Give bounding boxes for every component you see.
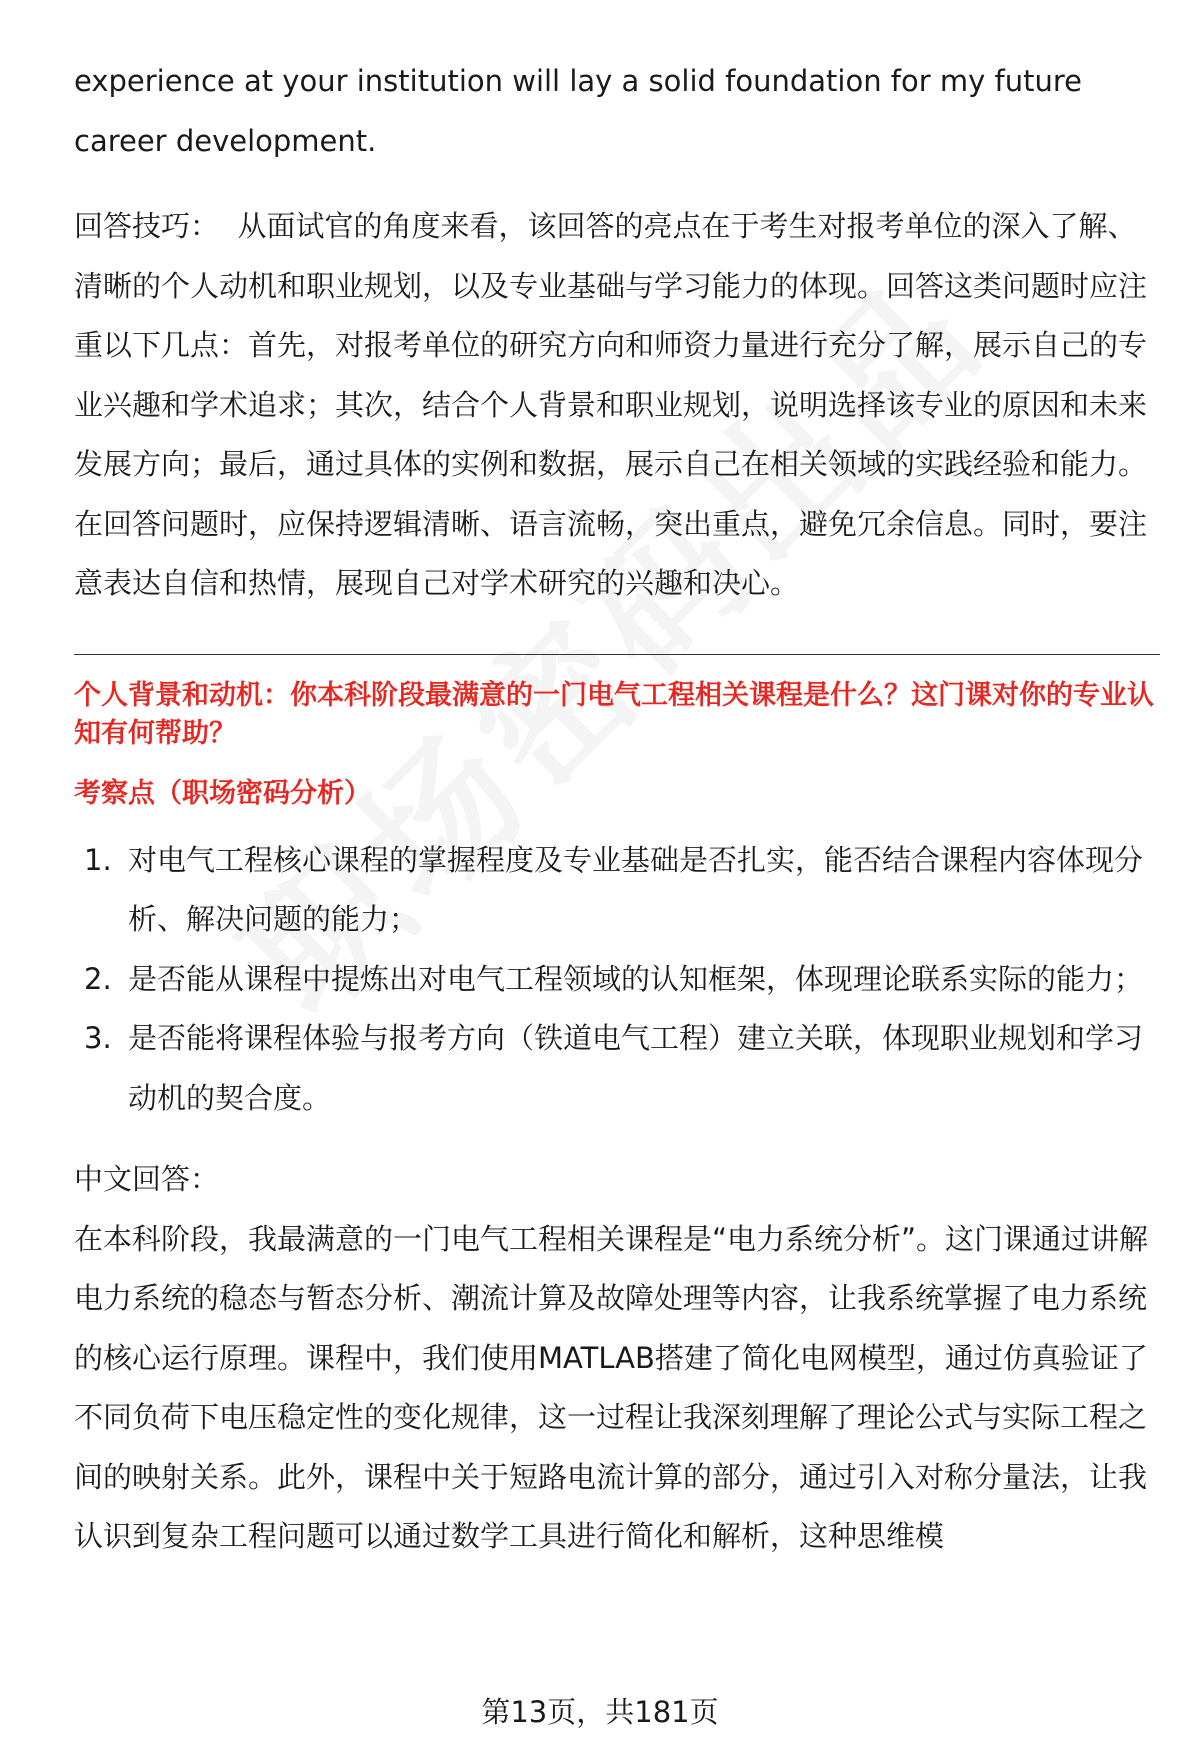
question-title: 个人背景和动机：你本科阶段最满意的一门电气工程相关课程是什么？这门课对你的专业认知有何帮助？ [74,679,1154,749]
tips-label: 回答技巧： [74,209,220,243]
list-item-number: 2. [84,961,112,996]
tips-paragraph [74,197,1160,614]
focus-points-list [74,831,1160,1129]
list-item [74,950,1160,1010]
section-divider [74,654,1160,655]
answer-label: 中文回答： [74,1162,220,1196]
list-item [74,1009,1160,1128]
intro-paragraph: experience at your institution will lay a solid foundation for my future career development. [74,64,1082,158]
list-item-text: 是否能从课程中提炼出对电气工程领域的认知框架，体现理论联系实际的能力； [128,961,1144,996]
page-number: 第13页，共181页 [481,1695,719,1729]
document-body [74,52,1160,1567]
list-item-text: 是否能将课程体验与报考方向（铁道电气工程）建立关联，体现职业规划和学习动机的契合度。 [128,1021,1144,1115]
list-item [74,831,1160,950]
list-item-number: 1. [84,842,112,877]
list-item-number: 3. [84,1021,112,1055]
answer-paragraph: 在本科阶段，我最满意的一门电气工程相关课程是“电力系统分析”。这门课通过讲解电力系统的稳态与暂态分析、潮流计算及故障处理等内容，让我系统掌握了电力系统的核心运行原理。课程中，我们使用MATLAB搭建了简化电网模型，通过仿真验证了不同负荷下电压稳定性的变化规律，这一过程让我深刻理解了理论公式与实际工程之间的映射关系。此外，课程中关于短路电流计算的部分，通过引入对称分量法，让我认识到复杂工程问题可以通过数学工具进行简化和解析，这种思维模 [74,1221,1149,1553]
tips-text: 从面试官的角度来看，该回答的亮点在于考生对报考单位的深入了解、清晰的个人动机和职业规划，以及专业基础与学习能力的体现。回答这类问题时应注重以下几点：首先，对报考单位的研究方向和师资力量进行充分了解，展示自己的专业兴趣和学术追求；其次，结合个人背景和职业规划，说明选择该专业的原因和未来发展方向；最后，通过具体的实例和数据，展示自己在相关领域的实践经验和能力。在回答问题时，应保持逻辑清晰、语言流畅，突出重点，避免冗余信息。同时，要注意表达自信和热情，展现自己对学术研究的兴趣和决心。 [74,209,1148,600]
focus-heading: 考察点（职场密码分析） [74,777,371,809]
list-item-text: 对电气工程核心课程的掌握程度及专业基础是否扎实，能否结合课程内容体现分析、解决问题的能力； [128,842,1144,936]
